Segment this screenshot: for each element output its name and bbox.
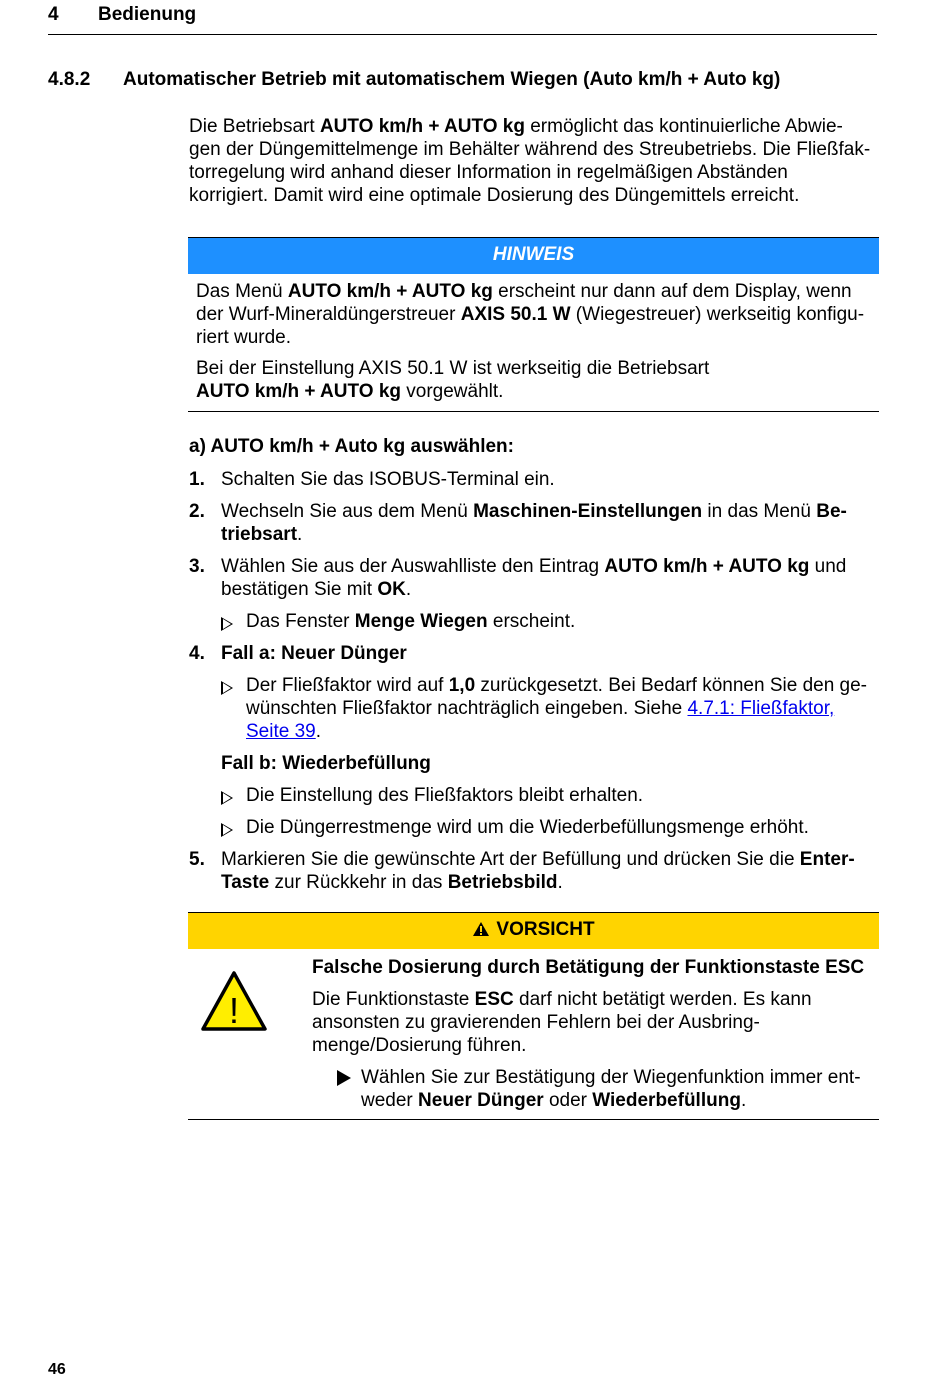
caution-label: VORSICHT: [496, 919, 595, 940]
hint-paragraph-1: Das Menü AUTO km/h + AUTO kg erscheint nur dann auf dem Display, wenn der Wurf-Mineraldüngerstreuer AXIS 50.1 W (Wiegestreuer) werkseitig konfigu- riert wurde.: [196, 281, 865, 348]
step-2-number: 2.: [189, 501, 205, 522]
crossref-link[interactable]: 4.7.1: Fließfaktor,: [687, 698, 835, 719]
intro-paragraph: Die Betriebsart AUTO km/h + AUTO kg ermöglicht das kontinuierliche Abwie- gen der Düngemittelmenge im Behälter während des Streubetriebs. Die Fließfak- torregelung wird anhand dieser Information in regelmäßigen Abständen korrigiert. Damit wird eine optimale Dosierung des Düngemittels erreicht.: [189, 116, 871, 206]
svg-text:!: !: [228, 990, 240, 1031]
hint-paragraph-2: Bei der Einstellung AXIS 50.1 W ist werkseitig die Betriebsart AUTO km/h + AUTO kg vorgewählt.: [196, 358, 710, 402]
step-4-number: 4.: [189, 643, 205, 664]
caution-action: Wählen Sie zur Bestätigung der Wiegenfunktion immer ent- weder Neuer Dünger oder Wiederbefüllung.: [361, 1067, 861, 1111]
step-5-number: 5.: [189, 849, 205, 870]
step-3-result: Das Fenster Menge Wiegen erscheint.: [246, 611, 576, 632]
step-5-text: Markieren Sie die gewünschte Art der Befüllung und drücken Sie die Enter- Taste zur Rückkehr in das Betriebsbild.: [221, 849, 855, 893]
case-b-heading: Fall b: Wiederbefüllung: [221, 753, 431, 774]
section-number: 4.8.2: [48, 69, 91, 90]
result-triangle-icon: [221, 788, 233, 811]
case-b-result-1: Die Einstellung des Fließfaktors bleibt erhalten.: [246, 785, 644, 806]
step-3-number: 3.: [189, 556, 205, 577]
result-triangle-icon: [221, 614, 233, 637]
step-1-number: 1.: [189, 469, 205, 490]
caution-bottom-rule: [188, 1119, 879, 1120]
hint-label: HINWEIS: [188, 238, 879, 274]
action-arrow-icon: [337, 1069, 351, 1092]
page-number: 46: [48, 1361, 66, 1378]
crossref-link-page[interactable]: Seite 39: [246, 721, 316, 742]
result-triangle-icon: [221, 820, 233, 843]
warning-small-icon: [472, 921, 490, 937]
step-4-text: Fall a: Neuer Dünger: [221, 643, 407, 664]
chapter-number: 4: [48, 4, 59, 25]
step-2-text: Wechseln Sie aus dem Menü Maschinen-Einstellungen in das Menü Be- triebsart.: [221, 501, 847, 545]
warning-sign-icon: [200, 970, 268, 1032]
caution-title: Falsche Dosierung durch Betätigung der Funktionstaste ESC: [312, 957, 865, 978]
step-3-text: Wählen Sie aus der Auswahlliste den Eintrag AUTO km/h + AUTO kg und bestätigen Sie mit OK.: [221, 556, 847, 600]
step-1-text: Schalten Sie das ISOBUS-Terminal ein.: [221, 469, 555, 490]
hint-bottom-rule: [188, 411, 879, 412]
step-4-result: Der Fließfaktor wird auf 1,0 zurückgesetzt. Bei Bedarf können Sie den ge- wünschten Fließfaktor nachträglich eingeben. Siehe 4.7.1: Fließfaktor, Seite 39.: [246, 675, 868, 742]
result-triangle-icon: [221, 678, 233, 701]
steps-heading: a) AUTO km/h + Auto kg auswählen:: [189, 436, 514, 457]
caution-paragraph: Die Funktionstaste ESC darf nicht betätigt werden. Es kann ansonsten zu gravierenden Fehlern bei der Ausbring- menge/Dosierung führen.: [312, 989, 812, 1056]
chapter-title: Bedienung: [98, 4, 197, 25]
section-title: Automatischer Betrieb mit automatischem Wiegen (Auto km/h + Auto kg): [123, 69, 781, 90]
caution-label-bar: [188, 913, 879, 949]
case-b-result-2: Die Düngerrestmenge wird um die Wiederbefüllungsmenge erhöht.: [246, 817, 809, 838]
header-divider: [48, 34, 877, 35]
